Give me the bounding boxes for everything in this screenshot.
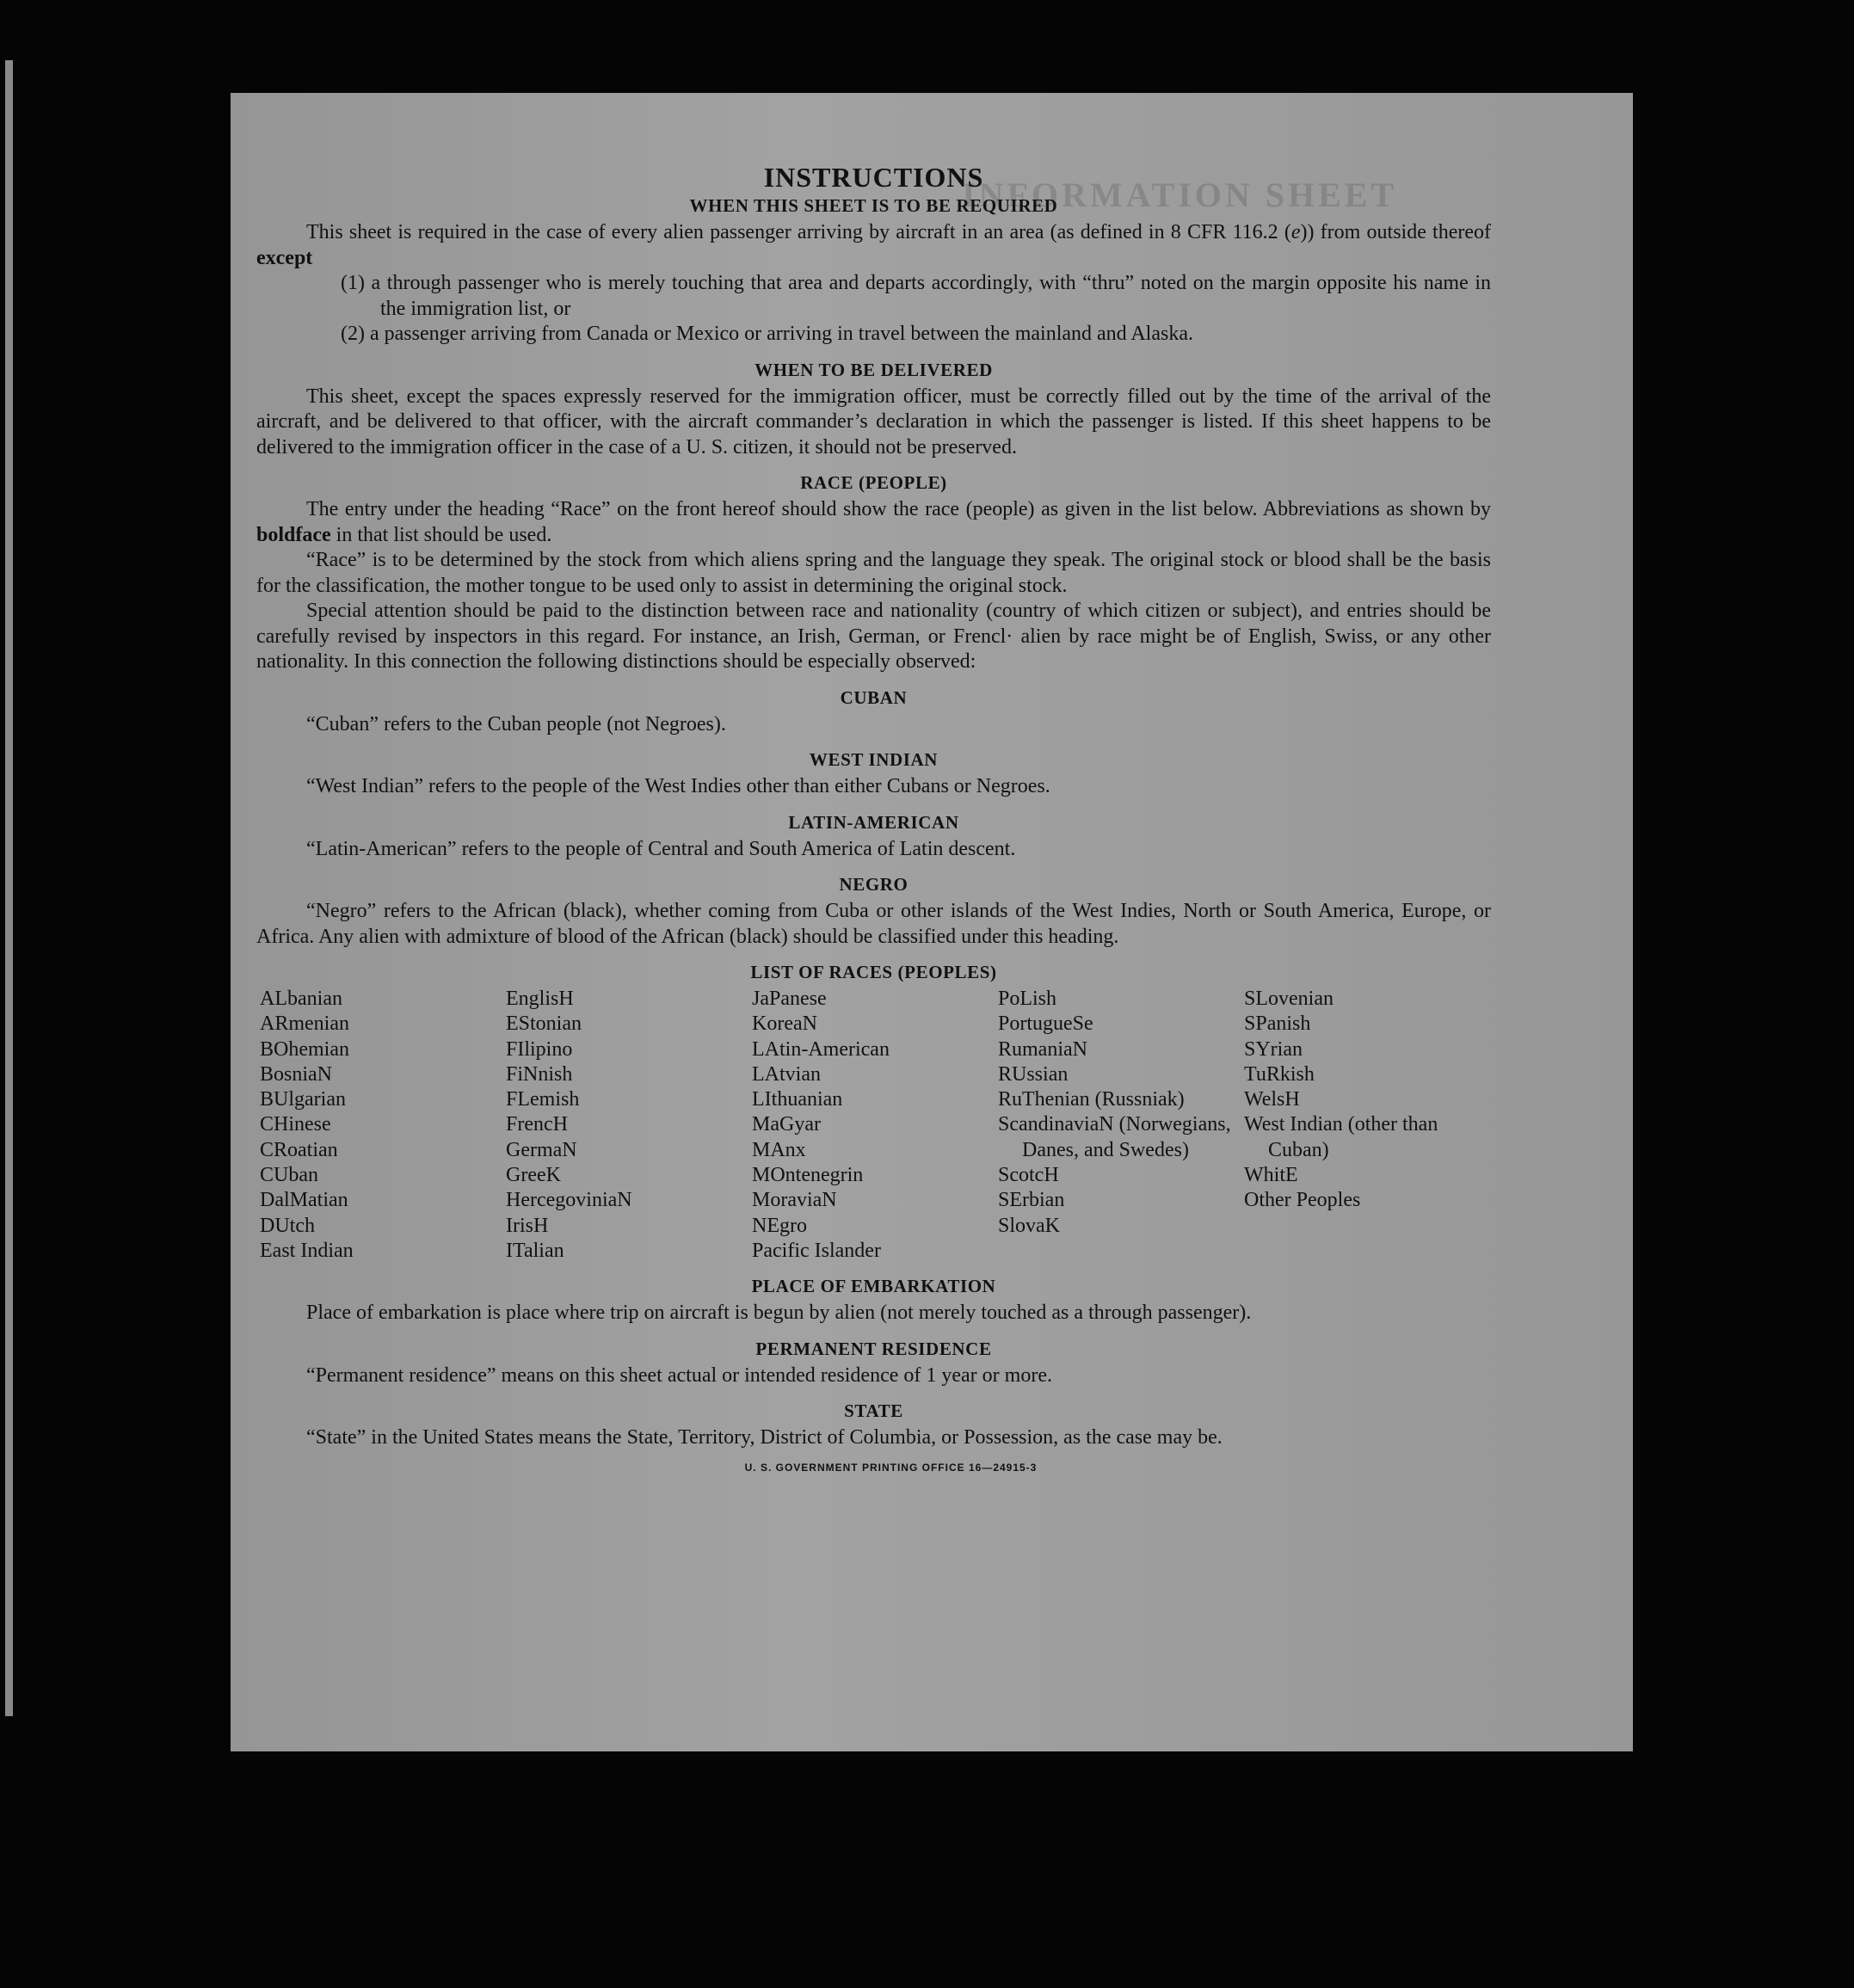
race-entry: SPanish (1244, 1012, 1311, 1036)
race-entry: Other Peoples (1244, 1189, 1361, 1212)
race-entry: IrisH (506, 1214, 549, 1237)
paragraph-race-1: The entry under the heading “Race” on the front hereof should show the race (people) as given in the list below. Abbreviations as shown by boldface in that list should be used. (256, 498, 1491, 546)
race-entry: NEgro (752, 1214, 807, 1237)
race-entry: PoLish (998, 988, 1057, 1010)
race-entry: SYrian (1244, 1037, 1303, 1061)
race-entry: RumaniaN (998, 1037, 1087, 1061)
heading-when-delivered: WHEN TO BE DELIVERED (755, 359, 993, 380)
race-entry: HercegoviniaN (506, 1189, 632, 1212)
race-entry: FLemish (506, 1088, 580, 1111)
heading-state: STATE (844, 1400, 903, 1422)
printing-office-imprint: U. S. GOVERNMENT PRINTING OFFICE 16—24915-3 (744, 1461, 1038, 1474)
race-entry: ScotcH (998, 1164, 1059, 1187)
races-column-5 (1244, 987, 1494, 1264)
heading-negro: NEGRO (839, 874, 909, 895)
heading-race: RACE (PEOPLE) (800, 472, 947, 493)
race-entry: MaGyar (752, 1113, 821, 1136)
race-entry: ARmenian (260, 1012, 349, 1036)
race-entry: WhitE (1244, 1164, 1298, 1187)
race-entry: EStonian (506, 1012, 582, 1036)
race-entry: CUban (260, 1164, 318, 1187)
paragraph-west-indian: “West Indian” refers to the people of the West Indies other than either Cubans or Negroes. (306, 775, 1050, 797)
race-entry: MoraviaN (752, 1189, 837, 1212)
race-entry: RUssian (998, 1062, 1069, 1086)
race-entry: BUlgarian (260, 1088, 346, 1111)
race-entry: FiNnish (506, 1062, 573, 1086)
paragraph-latin-american: “Latin-American” refers to the people of Central and South America of Latin descent. (306, 837, 1016, 860)
race-entry: CHinese (260, 1113, 331, 1136)
paragraph-negro: “Negro” refers to the African (black), whether coming from Cuba or other islands of the West Indies, North or South America, Europe, or Africa. Any alien with admixture of blood of the African (black) should be classified under this heading. (256, 900, 1491, 948)
heading-cuban: CUBAN (840, 686, 908, 708)
paragraph-when-delivered: This sheet, except the spaces expressly reserved for the immigration officer, must be correctly filled out by the time of the arrival of the aircraft, and be delivered to that officer, with the aircraft commander’s declaration in which the passenger is listed. If this sheet happens to be delivered to the immigration officer in the case of a U. S. citizen, it should not be preserved. (256, 385, 1491, 459)
heading-permanent-residence: PERMANENT RESIDENCE (755, 1338, 992, 1359)
race-entry: GermaN (506, 1138, 577, 1161)
race-entry: LAtvian (752, 1062, 821, 1086)
races-column-1 (260, 987, 506, 1264)
paragraph-cuban: “Cuban” refers to the Cuban people (not Negroes). (306, 712, 726, 735)
heading-latin-american: LATIN-AMERICAN (788, 811, 959, 833)
race-entry: East Indian (260, 1239, 354, 1262)
race-entry: WelsH (1244, 1088, 1300, 1111)
paragraph-race-3: Special attention should be paid to the distinction between race and nationality (country of which citizen or subject), and entries should be carefully revised by inspectors in this regard. For instance, an Irish, German, or Frencl· alien by race might be of English, Swiss, or any other nationality. In this connection the following distinctions should be especially observed: (256, 600, 1491, 673)
paragraph-when-required: This sheet is required in the case of every alien passenger arriving by aircraft in an area (as defined in 8 CFR 116.2 (e)) from outside thereof except (256, 221, 1492, 269)
races-column-4 (998, 987, 1244, 1264)
race-entry: BOhemian (260, 1037, 349, 1061)
document-title: INSTRUCTIONS (763, 162, 984, 193)
paragraph-race-2: “Race” is to be determined by the stock from which aliens spring and the language they speak. The original stock or blood shall be the basis for the classification, the mother tongue to be used only to assist in determining the original stock. (256, 549, 1491, 597)
race-entry: SLovenian (1244, 988, 1334, 1010)
heading-when-required: WHEN THIS SHEET IS TO BE REQUIRED (689, 195, 1058, 216)
race-entry: MOntenegrin (752, 1164, 864, 1187)
races-column-2 (506, 987, 752, 1264)
heading-list-of-races: LIST OF RACES (PEOPLES) (750, 962, 997, 982)
race-entry: FrencH (506, 1113, 568, 1136)
race-entry: West Indian (other than Cuban) (1244, 1113, 1438, 1161)
race-entry: BosniaN (260, 1062, 332, 1086)
races-column-3 (752, 987, 998, 1264)
race-entry: ScandinaviaN (Norwegians, Danes, and Swedes) (998, 1113, 1231, 1161)
film-edge-strip (5, 60, 13, 1716)
race-entry: MAnx (752, 1138, 806, 1161)
race-entry: ITalian (506, 1239, 564, 1262)
race-entry: Pacific Islander (752, 1239, 881, 1262)
races-list (256, 987, 1491, 1264)
paragraph-embarkation: Place of embarkation is place where trip on aircraft is begun by alien (not merely touched as a through passenger). (306, 1302, 1252, 1325)
race-entry: RuThenian (Russniak) (998, 1088, 1185, 1111)
exception-item-1: (1) a through passenger who is merely touching that area and departs accordingly, with “thru” noted on the margin opposite his name in the immigration list, or (341, 272, 1491, 320)
race-entry: ALbanian (260, 988, 342, 1010)
race-entry: JaPanese (752, 988, 827, 1010)
heading-embarkation: PLACE OF EMBARKATION (751, 1276, 996, 1297)
race-entry: FIlipino (506, 1037, 573, 1061)
paragraph-state: “State” in the United States means the State, Territory, District of Columbia, or Possession, as the case may be. (306, 1426, 1223, 1449)
exception-item-2: (2) a passenger arriving from Canada or Mexico or arriving in travel between the mainland and Alaska. (341, 323, 1193, 345)
race-entry: EnglisH (506, 988, 574, 1010)
heading-west-indian: WEST INDIAN (809, 749, 939, 770)
race-entry: LAtin-American (752, 1037, 890, 1061)
race-entry: GreeK (506, 1164, 561, 1187)
race-entry: TuRkish (1244, 1062, 1315, 1086)
race-entry: SErbian (998, 1189, 1065, 1212)
race-entry: DalMatian (260, 1189, 348, 1212)
race-entry: SlovaK (998, 1214, 1060, 1237)
race-entry: KoreaN (752, 1012, 817, 1036)
paragraph-permanent-residence: “Permanent residence” means on this sheet actual or intended residence of 1 year or more. (306, 1363, 1052, 1387)
instruction-sheet (231, 93, 1633, 1751)
bleed-through-text: INFORMATION SHEET (962, 175, 1398, 214)
race-entry: DUtch (260, 1214, 315, 1237)
race-entry: PortugueSe (998, 1012, 1093, 1036)
race-entry: LIthuanian (752, 1088, 843, 1111)
race-entry: CRoatian (260, 1138, 338, 1161)
